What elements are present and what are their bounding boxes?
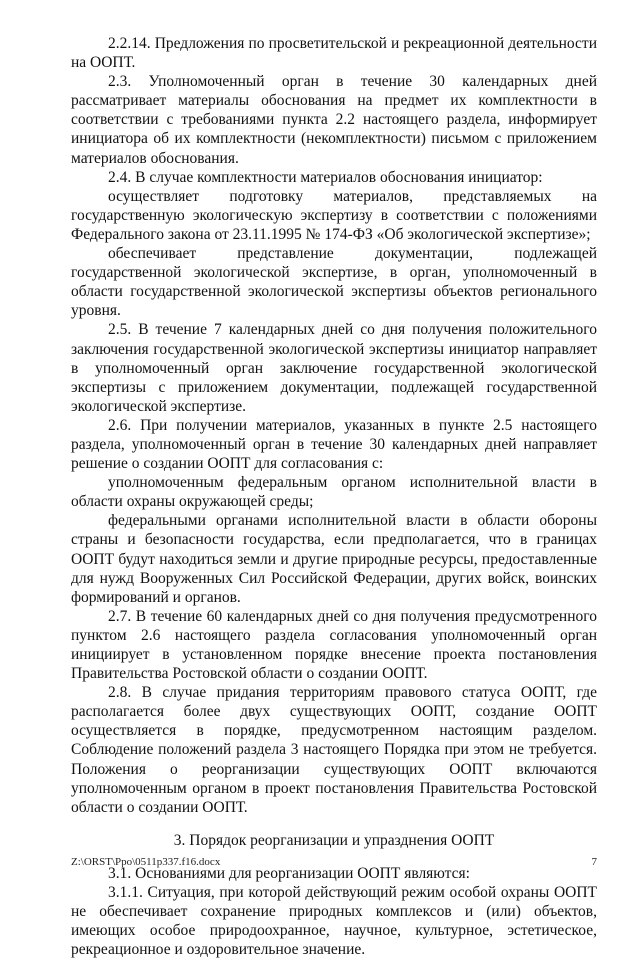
paragraph-2-4: 2.4. В случае комплектности материалов обоснования инициатор: [108,168,543,186]
document-page [71,34,597,959]
paragraph-2-6-item-2: федеральными органами исполнительной власти в области обороны страны и безопасности государства, если предполагается, что в границах ООПТ будут находиться земли и другие природные ресурсы, предоставленные для нужд Вооруженных Сил Российской Федерации, других войск, воинских формирований и органов. [71,512,597,606]
paragraph-2-7: 2.7. В течение 60 календарных дней со дня получения предусмотренного пунктом 2.6 настоящего раздела согласования уполномоченный орган инициирует в установленном порядке внесение проекта постановления Правительства Ростовской области о создании ООПТ. [71,607,597,683]
paragraph-2-6: 2.6. При получении материалов, указанных в пункте 2.5 настоящего раздела, уполномоченный орган в течение 30 календарных дней направляет решение о создании ООПТ для согласования с: [71,416,597,473]
paragraph-2-2-14: 2.2.14. Предложения по просветительской и рекреационной деятельности на ООПТ. [71,35,597,72]
paragraph-2-3: 2.3. Уполномоченный орган в течение 30 календарных дней рассматривает материалы обоснования на предмет их комплектности в соответствии с требованиями пункта 2.2 настоящего раздела, информирует инициатора об их комплектности (некомплектности) письмом с приложением материалов обоснования. [71,73,597,167]
page-number: 7 [591,856,597,868]
paragraph-2-6-item-1: уполномоченным федеральным органом исполнительной власти в области охраны окружающей среды; [71,474,597,511]
paragraph-2-4-item-1: осуществляет подготовку материалов, представляемых на государственную экологическую экспертизу в соответствии с положениями Федерального закона от 23.11.1995 № 174-ФЗ «Об экологической экспертизе»; [71,187,597,243]
section-heading: 3. Порядок реорганизации и упразднения ООПТ [173,831,495,849]
paragraph-3-1: 3.1. Основаниями для реорганизации ООПТ являются: [108,864,470,882]
paragraph-3-1-1: 3.1.1. Ситуация, при которой действующий режим особой охраны ООПТ не обеспечивает сохранение природных комплексов и (или) объектов, имеющих особое природоохранное, научное, культурное, эстетическое, рекреационное и оздоровительное значение. [71,884,597,959]
paragraph-2-5: 2.5. В течение 7 календарных дней со дня получения положительного заключения государственной экологической экспертизы инициатор направляет в уполномоченный орган заключение государственной экологической экспертизы с приложением документации, подлежащей государственной экологической экспертизе. [71,321,597,415]
file-path: Z:\ORST\Ppo\0511p337.f16.docx [71,856,221,868]
paragraph-2-4-item-2: обеспечивает представление документации, подлежащей государственной экологической экспертизе, в орган, уполномоченный в области государственной экологической экспертизы объектов регионального уровня. [71,245,597,320]
paragraph-2-8: 2.8. В случае придания территориям правового статуса ООПТ, где располагается более двух существующих ООПТ, создание ООПТ осуществляется в порядке, предусмотренном настоящим разделом. Соблюдение положений раздела 3 настоящего Порядка при этом не требуется. Положения о реорганизации существующих ООПТ включаются уполномоченным органом в проект постановления Правительства Ростовской области о создании ООПТ. [71,684,597,816]
